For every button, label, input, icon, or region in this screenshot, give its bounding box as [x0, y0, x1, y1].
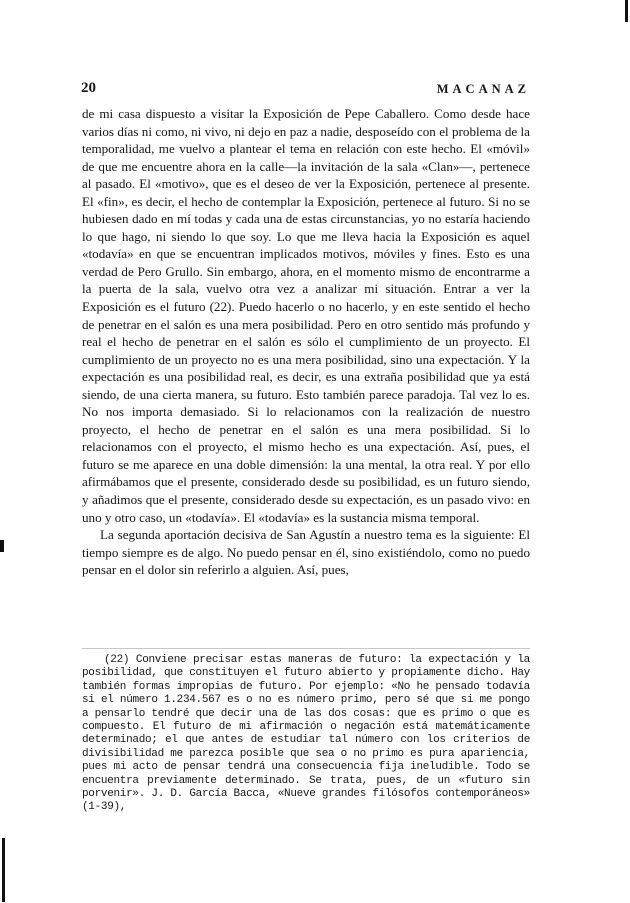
- scan-edge-mark: [0, 540, 4, 552]
- footnote: [82, 654, 530, 815]
- paragraph-1: de mi casa dispuesto a visitar la Exposición de Pepe Caballero. Como desde hace varios días ni como, ni vivo, ni dejo en paz a nadie, desposeído con el problema de la temporalidad, me vuelvo a plantear el tema en relación con este hecho. El «móvil» de que me encuentre ahora en la calle—la invitación de la sala «Clan»—, pertenece al pasado. El «motivo», que es el deseo de ver la Exposición, pertenece al presente. El «fin», es decir, el hecho de contemplar la Exposición, pertenece al futuro. Si no se hubiesen dado en mí todas y cada una de estas circunstancias, yo no estaría haciendo lo que hago, ni siendo lo que soy. Lo que me lleva hacia la Exposición es aquel «todavía» en que se encuentran implicados motivos, móviles y fines. Esto es una verdad de Pero Grullo. Sin embargo, ahora, en el momento mismo de encontrarme a la puerta de la sala, vuelvo otra vez a analizar mi situación. Entrar a ver la Exposición es el futuro (22). Puedo hacerlo o no hacerlo, y en este sentido el hecho de penetrar en el salón es una mera posibilidad. Pero en otro sentido más profundo y real el hecho de penetrar en el salón es sólo el cumplimiento de un proyecto. El cumplimiento de un proyecto no es una mera posibilidad, sino una expectación. Y la expectación es una posibilidad real, es decir, es una extraña posibilidad que ya está siendo, de una cierta manera, su futuro. Esto también parece paradoja. Tal vez lo es. No nos importa demasiado. Si lo relacionamos con la realización de nuestro proyecto, el hecho de penetrar en el salón es una mera posibilidad. Si lo relacionamos con el proyecto, el mismo hecho es una expectación. Así, pues, el futuro se me aparece en una doble dimensión: la una mental, la otra real. Y por ello afirmábamos que el presente, considerado desde su posibilidad, es un futuro siendo, y añadimos que el presente, considerado desde su expectación, es un pasado vivo: en uno y otro caso, un «todavía». El «todavía» es la sustancia misma temporal.: [82, 106, 530, 525]
- scan-edge-bottom: [2, 838, 5, 902]
- page-number: 20: [81, 80, 96, 96]
- scan-edge-top: [625, 0, 628, 22]
- running-title: MACANAZ: [436, 82, 530, 96]
- footnote-22: (22) Conviene precisar estas maneras de futuro: la expectación y la posibilidad, que constituyen el futuro abierto y propiamente dicho. Hay también formas impropias de futuro. Por ejemplo: «No he pensado todavía si el número 1.234.567 es o no es número primo, pero sé que si me pongo a pensarlo tendré que decir una de las dos cosas: que es primo o que es compuesto. El futuro de mi afirmación o negación está matemáticamente determinado; el que antes de estudiar tal número con los criterios de divisibilidad me parezca posible que sea o no primo es pura apariencia, pues mi acto de pensar tendrá una consecuencia fija ineludible. Todo se encuentra previamente determinado. Se trata, pues, de un «futuro sin porvenir». J. D. García Bacca, «Nueve grandes filósofos contemporáneos» (1-39),: [82, 654, 530, 814]
- body-text: [82, 105, 530, 579]
- footnote-separator: [82, 648, 530, 649]
- page-header: [81, 80, 530, 100]
- paragraph-2: La segunda aportación decisiva de San Agustín a nuestro tema es la siguiente: El tiempo siempre es de algo. No puedo pensar en él, sino existiéndolo, como no puedo pensar en el dolor sin referirlo a alguien. Así, pues,: [82, 527, 530, 578]
